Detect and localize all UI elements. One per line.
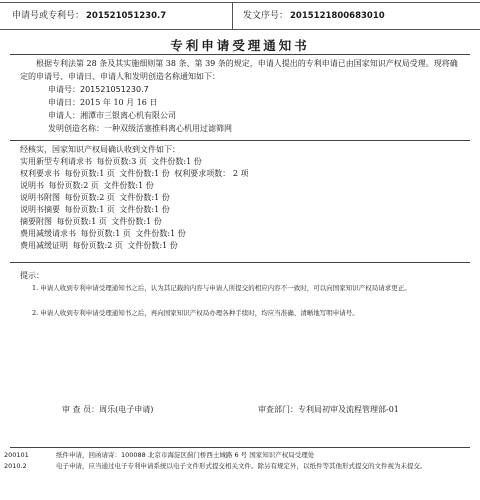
footer-divider [10,447,470,448]
document-row [20,204,172,215]
document-copies: 文件份数:1 份 [119,193,170,202]
document-pages: 每份页数:1 页 [80,229,131,238]
document-row [20,156,204,167]
title-divider [10,54,470,55]
received-files-heading: 经核实，国家知识产权局确认收到文件如下： [20,145,180,154]
document-name: 说明书 [20,181,44,190]
footer-code: 2010.2 [4,462,27,470]
footer-code: 200101 [4,451,29,459]
field-value: 一种双级活塞推料离心机用过滤筛网 [104,124,232,133]
document-name: 说明书附图 [20,193,60,202]
tip-item: 1. 申请人收到专利申请受理通知书之后，认为其记载的内容与申请人所提交的相应内容不一致时，可以向国家知识产权局请求更正。 [32,284,411,292]
document-copies: 文件份数:1 份 [151,157,202,166]
intro-paragraph: 根据专利法第 28 条及其实施细则第 38 条、第 39 条的规定，申请人提出的专利申请已由国家知识产权局受理。现将确定的申请号、申请日、申请人和发明创造名称通知如下： [20,59,458,81]
field-value: 2015 年 10 月 16 日 [80,98,158,107]
application-number-cell [12,3,166,29]
document-row [20,168,250,179]
field-application-date [48,97,157,109]
document-name: 权利要求书 [20,169,60,178]
tip-item: 2. 申请人收到专利申请受理通知书之后，再向国家知识产权局办理各种手续时，均应当准确、清晰地写明申请号。 [32,309,359,317]
field-label: 发明创造名称： [48,124,104,133]
document-copies: 文件份数:1 份 [111,217,162,226]
header-bar [0,2,480,30]
document-pages: 每份页数:2 页 [72,241,123,250]
field-label: 申请号： [48,85,80,94]
examiner-signature: 审 查 员：周乐(电子申请) [62,405,154,414]
examining-department: 审查部门：专利局初审及流程管理部-01 [258,405,399,414]
document-title: 专利申请受理通知书 [170,38,310,53]
footer-text: 纸件申请，回函请寄：100088 北京市海淀区蓟门桥西土城路 6 号 国家知识产权局受理处 [56,451,315,459]
document-copies: 文件份数:1 份 [127,241,178,250]
document-row [20,180,156,191]
document-name: 费用减缓证明 [20,241,68,250]
document-pages: 每份页数:2 页 [64,193,115,202]
document-name: 费用减缓请求书 [20,229,76,238]
document-pages: 每份页数:1 页 [64,205,115,214]
field-applicant [48,110,176,122]
claims-count: 权利要求项数： 2 项 [174,169,249,178]
field-label: 申请人： [48,111,80,120]
document-row [20,216,164,227]
document-row [20,240,180,251]
document-pages: 每份页数:1 页 [56,217,107,226]
section-divider [10,140,470,141]
document-pages: 每份页数:2 页 [48,181,99,190]
footer-text: 电子申请，应当通过电子专利申请系统以电子文件形式提交相关文件。除另有规定外，以纸件等其他形式提交的文件视为未提交。 [56,462,427,470]
document-pages: 每份页数:3 页 [96,157,147,166]
field-label: 申请日： [48,98,80,107]
application-number-label: 申请号或专利号： [12,11,85,21]
document-copies: 文件份数:1 份 [135,229,186,238]
field-value: 湘潭市三银离心机有限公司 [80,111,176,120]
document-name: 实用新型专利请求书 [20,157,92,166]
field-value: 201521051230.7 [80,85,149,94]
field-application-number [48,84,149,96]
document-name: 说明书摘要 [20,205,60,214]
tips-divider [10,262,470,263]
document-copies: 文件份数:1 份 [103,181,154,190]
document-pages: 每份页数:1 页 [64,169,115,178]
document-name: 摘要附图 [20,217,52,226]
tips-heading: 提示： [20,271,44,280]
dispatch-number-label: 发文序号： [243,11,289,21]
dispatch-number-cell [232,3,479,29]
document-row [20,228,188,239]
application-number: 201521051230.7 [86,11,167,21]
document-row [20,192,172,203]
document-copies: 文件份数:1 份 [119,205,170,214]
dispatch-number: 2015121800683010 [290,11,385,21]
field-invention-title [48,123,232,135]
document-copies: 文件份数:1 份 [119,169,170,178]
